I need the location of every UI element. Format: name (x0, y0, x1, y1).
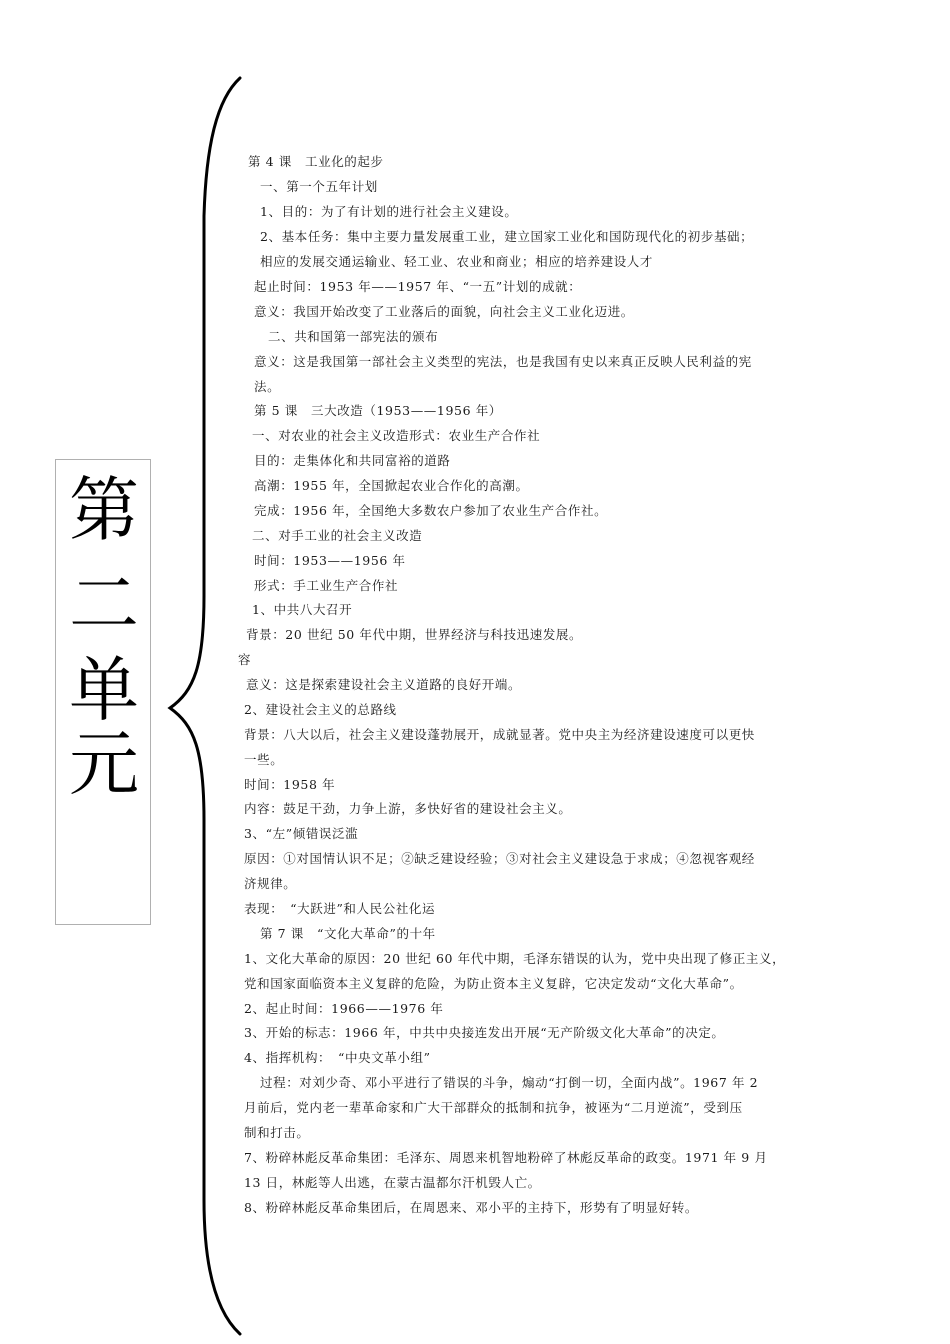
section-heading: 1、中共八大召开 (252, 602, 353, 617)
text-line: 1、目的：为了有计划的进行社会主义建设。 (260, 204, 518, 219)
text-line: 起止时间：1953 年——1957 年、“一五”计划的成就： (254, 279, 582, 294)
text-line: 表现： “大跃进”和人民公社化运 (244, 901, 436, 916)
text-line: 4、指挥机构： “中央文革小组” (244, 1050, 431, 1065)
text-line: 意义：我国开始改变了工业落后的面貌，向社会主义工业化迈进。 (254, 304, 634, 319)
text-line: 党和国家面临资本主义复辟的危险，为防止资本主义复辟，它决定发动“文化大革命”。 (244, 976, 743, 991)
text-line: 制和打击。 (244, 1125, 310, 1140)
text-line: 时间：1953——1956 年 (254, 553, 406, 568)
text-line: 相应的发展交通运输业、轻工业、农业和商业；相应的培养建设人才 (260, 254, 654, 269)
text-line: 月前后，党内老一辈革命家和广大干部群众的抵制和抗争，被诬为“二月逆流”，受到压 (244, 1100, 743, 1115)
text-line: 法。 (254, 379, 281, 394)
lesson-7-heading: 第 7 课 “文化大革命”的十年 (260, 926, 436, 941)
text-line: 原因：①对国情认识不足；②缺乏建设经验；③对社会主义建设急于求成；④忽视客观经 (244, 851, 755, 866)
text-line: 背景：20 世纪 50 年代中期，世界经济与科技迅速发展。 (246, 627, 583, 642)
unit-title-box (55, 459, 151, 925)
text-line: 意义：这是探索建设社会主义道路的良好开端。 (246, 677, 522, 692)
text-line: 目的：走集体化和共同富裕的道路 (254, 453, 451, 468)
section-heading: 一、第一个五年计划 (260, 179, 378, 194)
section-heading: 二、对手工业的社会主义改造 (252, 528, 423, 543)
text-line: 背景：八大以后，社会主义建设蓬勃展开，成就显著。党中央主为经济建设速度可以更快 (244, 727, 755, 742)
lesson-5-heading: 第 5 课 三大改造（1953——1956 年） (254, 403, 502, 418)
text-line: 13 日，林彪等人出逃，在蒙古温都尔汗机毁人亡。 (244, 1175, 541, 1190)
unit-title-char: 二 (69, 563, 139, 645)
text-line: 1、文化大革命的原因：20 世纪 60 年代中期，毛泽东错误的认为，党中央出现了修正主义， (244, 951, 786, 966)
text-line: 完成：1956 年，全国绝大多数农户参加了农业生产合作社。 (254, 503, 608, 518)
unit-title-char: 元 (69, 723, 139, 805)
text-line: 7、粉碎林彪反革命集团：毛泽东、周恩来机智地粉碎了林彪反革命的政变。1971 年 9 月 (244, 1150, 768, 1165)
section-heading: 3、“左”倾错误泛滥 (244, 826, 359, 841)
section-heading: 2、建设社会主义的总路线 (244, 702, 397, 717)
section-heading: 一、对农业的社会主义改造形式：农业生产合作社 (252, 428, 541, 443)
text-line: 容 (238, 652, 252, 667)
text-line: 形式：手工业生产合作社 (254, 578, 399, 593)
text-line: 2、起止时间：1966——1976 年 (244, 1001, 444, 1016)
unit-title-char: 单 (69, 649, 139, 731)
lesson-4-heading: 第 4 课 工业化的起步 (248, 154, 384, 169)
text-line: 意义：这是我国第一部社会主义类型的宪法，也是我国有史以来真正反映人民利益的宪 (254, 354, 752, 369)
text-line: 2、基本任务：集中主要力量发展重工业，建立国家工业化和国防现代化的初步基础； (260, 229, 754, 244)
text-line: 8、粉碎林彪反革命集团后，在周恩来、邓小平的主持下，形势有了明显好转。 (244, 1200, 698, 1215)
text-line: 时间：1958 年 (244, 777, 336, 792)
curly-brace (160, 76, 250, 1336)
text-line: 内容：鼓足干劲，力争上游，多快好省的建设社会主义。 (244, 801, 572, 816)
text-line: 过程：对刘少奇、邓小平进行了错误的斗争，煽动“打倒一切，全面内战”。1967 年 2 (260, 1075, 759, 1090)
text-line: 3、开始的标志：1966 年，中共中央接连发出开展“无产阶级文化大革命”的决定。 (244, 1025, 725, 1040)
section-heading: 二、共和国第一部宪法的颁布 (268, 329, 439, 344)
text-line: 一些。 (244, 752, 284, 767)
text-line: 高潮：1955 年，全国掀起农业合作化的高潮。 (254, 478, 529, 493)
unit-title-char: 第 (69, 469, 139, 551)
text-line: 济规律。 (244, 876, 297, 891)
